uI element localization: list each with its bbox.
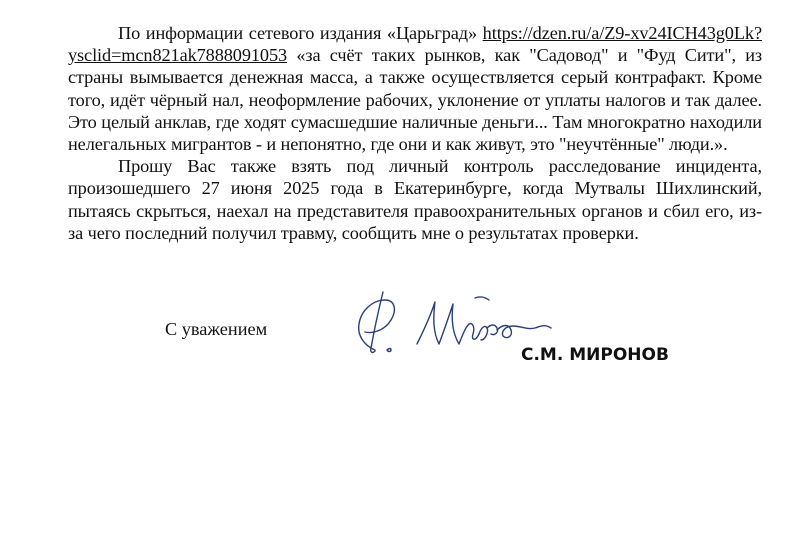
paragraph-2: Прошу Вас также взять под личный контроль расследование инцидента, произошедшего 27 июня 2025 года в Екатеринбурге, когда Мутвалы Шихлинский, пытаясь скрыться, наехал на представителя правоохранительных органов и сбил его, из-за чего последний получил травму, сообщить мне о результатах проверки.	[68, 156, 762, 243]
paragraph-1	[68, 22, 762, 155]
paragraph-1-intro: По информации сетевого издания «Царьград»	[118, 23, 478, 43]
letter-body	[68, 22, 762, 244]
signer-name: С.М. МИРОНОВ	[521, 345, 669, 365]
paragraph-1-quote: «за счёт таких рынков, как "Садовод" и "Фуд Сити", из страны вымывается денежная масса, а также осуществляется серый контрафакт. Кроме того, идёт чёрный нал, неоформление рабочих, уклонение от уплаты налогов и так далее. Это целый анклав, где ходят сумасшедшие наличные деньги... Там многократно находили нелегальных мигрантов - и непонятно, где они и как живут, это "неучтённые" люди.».	[68, 45, 762, 155]
closing-salutation: С уважением	[165, 319, 268, 339]
source-link[interactable]: https://dzen.ru/a/Z9-xv24ICH43g0Lk?ysclid=mcn821ak7888091053	[68, 23, 762, 66]
